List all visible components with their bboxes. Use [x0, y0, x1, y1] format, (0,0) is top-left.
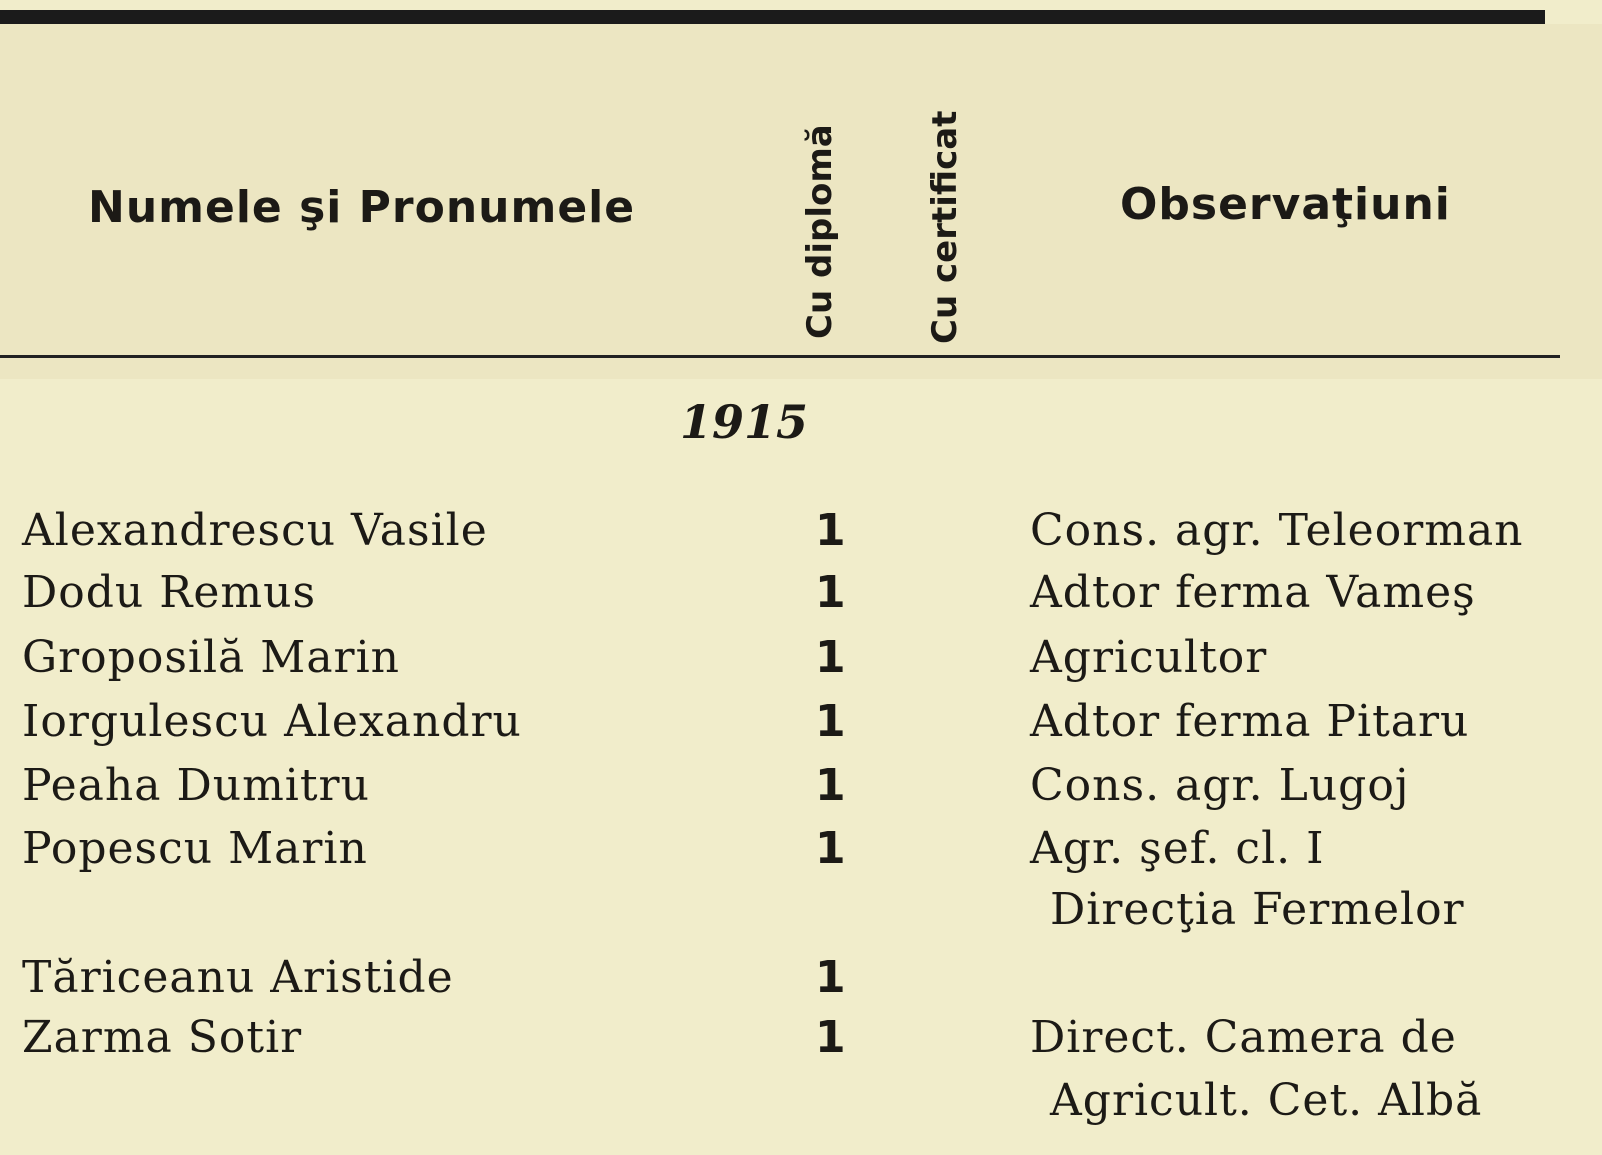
name-column-header: Numele şi Pronumele: [88, 182, 636, 233]
observations-column-header: Observaţiuni: [1120, 179, 1451, 230]
table-row-name: Alexandrescu Vasile: [22, 505, 488, 556]
table-row-name: Groposilă Marin: [22, 632, 400, 683]
table-row-observation: Adtor ferma Pitaru: [1030, 696, 1470, 747]
table-row-name: Peaha Dumitru: [22, 760, 370, 811]
table-row-diploma: 1: [815, 760, 847, 811]
table-row-observation-cont: Agricult. Cet. Albă: [1050, 1075, 1483, 1126]
table-row-diploma: 1: [815, 952, 847, 1003]
table-row-name: Iorgulescu Alexandru: [22, 696, 522, 747]
table-row-name: Dodu Remus: [22, 567, 317, 618]
table-row-name: Popescu Marin: [22, 823, 368, 874]
table-row-diploma: 1: [815, 632, 847, 683]
table-row-diploma: 1: [815, 696, 847, 747]
top-rule: [0, 10, 1545, 24]
table-row-observation: Agr. şef. cl. I: [1030, 823, 1325, 874]
table-row-name: Tăriceanu Aristide: [22, 952, 454, 1003]
certificate-column-header: Cu certificat: [925, 110, 965, 344]
table-header: [0, 24, 1602, 379]
table-row-name: Zarma Sotir: [22, 1012, 303, 1063]
table-row-diploma: 1: [815, 567, 847, 618]
header-rule: [0, 355, 1560, 358]
table-row-observation: Direct. Camera de: [1030, 1012, 1457, 1063]
table-row-observation: Cons. agr. Teleorman: [1030, 505, 1524, 556]
diploma-column-header: Cu diplomă: [800, 124, 840, 339]
table-row-diploma: 1: [815, 823, 847, 874]
table-row-observation: Adtor ferma Vameş: [1030, 567, 1476, 618]
table-row-diploma: 1: [815, 505, 847, 556]
table-row-diploma: 1: [815, 1012, 847, 1063]
table-row-observation-cont: Direcţia Fermelor: [1050, 884, 1465, 935]
year-heading: 1915: [680, 395, 809, 449]
table-row-observation: Agricultor: [1030, 632, 1268, 683]
table-row-observation: Cons. agr. Lugoj: [1030, 760, 1410, 811]
